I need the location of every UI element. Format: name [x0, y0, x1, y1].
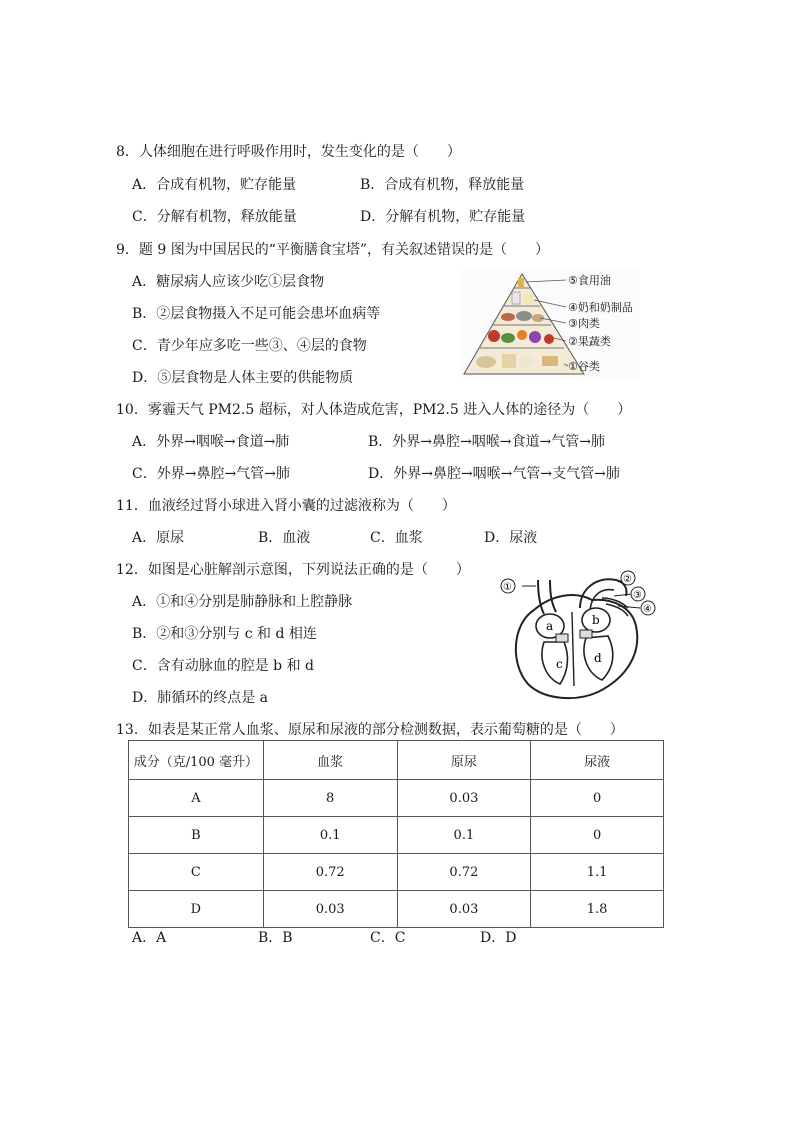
table-cell: 8 — [263, 780, 397, 817]
q13-option-b: B．B — [258, 930, 293, 946]
table-cell: 0 — [531, 780, 664, 817]
table-cell: 0.72 — [397, 854, 531, 891]
q11-option-c: C．血浆 — [370, 530, 423, 546]
q10-stem: 10．雾霾天气 PM2.5 超标，对人体造成危害，PM2.5 进入人体的途径为（ ） — [116, 402, 632, 418]
q12-option-c: C．含有动脉血的腔是 b 和 d — [132, 658, 314, 674]
table-header-row — [129, 741, 664, 780]
table-row — [129, 780, 664, 817]
q12-option-a: A．①和④分别是肺静脉和上腔静脉 — [132, 594, 353, 610]
pyramid-label-1: ①谷类 — [568, 360, 600, 373]
table-cell: 0.1 — [397, 817, 531, 854]
food-pyramid-figure — [460, 270, 640, 378]
q8-option-c: C．分解有机物，释放能量 — [132, 209, 297, 225]
table-cell: 0.03 — [263, 891, 397, 928]
q9-option-c: C．青少年应多吃一些③、④层的食物 — [132, 338, 367, 354]
table-cell: 0 — [531, 817, 664, 854]
q13-option-d: D．D — [480, 930, 517, 946]
q9-option-b: B．②层食物摄入不足可能会患坏血病等 — [132, 306, 381, 322]
heart-diagram-drawing — [494, 568, 664, 704]
pyramid-label-4: ④奶和奶制品 — [568, 301, 633, 314]
q10-option-c: C．外界→鼻腔→气管→肺 — [132, 466, 290, 482]
heart-diagram-figure — [494, 568, 664, 704]
q12-option-b: B．②和③分别与 c 和 d 相连 — [132, 626, 317, 642]
table-cell: 0.03 — [397, 780, 531, 817]
table-header-urine: 尿液 — [531, 741, 664, 780]
q13-option-a: A．A — [132, 930, 167, 946]
q9-stem: 9．题 9 图为中国居民的“平衡膳食宝塔”，有关叙述错误的是（ ） — [116, 242, 550, 258]
q11-option-d: D．尿液 — [484, 530, 538, 546]
table-cell: 0.03 — [397, 891, 531, 928]
table-cell: A — [129, 780, 264, 817]
q10-option-a: A．外界→咽喉→食道→肺 — [132, 434, 290, 450]
heart-label-4: ④ — [643, 604, 652, 615]
q11-option-b: B．血液 — [258, 530, 311, 546]
table-row — [129, 854, 664, 891]
table-cell: 1.8 — [531, 891, 664, 928]
table-row — [129, 891, 664, 928]
q13-stem: 13．如表是某正常人血浆、原尿和尿液的部分检测数据，表示葡萄糖的是（ ） — [116, 722, 624, 738]
heart-label-2: ② — [623, 574, 632, 585]
table-cell: C — [129, 854, 264, 891]
table-row — [129, 817, 664, 854]
heart-label-1: ① — [503, 582, 512, 593]
table-header-plasma: 血浆 — [263, 741, 397, 780]
q9-option-d: D．⑤层食物是人体主要的供能物质 — [132, 370, 354, 386]
table-cell: B — [129, 817, 264, 854]
table-cell: 0.1 — [263, 817, 397, 854]
heart-label-d: d — [594, 651, 602, 665]
pyramid-label-2: ②果蔬类 — [568, 335, 611, 348]
heart-label-c: c — [556, 657, 563, 671]
q8-option-b: B．合成有机物，释放能量 — [360, 177, 525, 193]
q13-data-table — [128, 740, 664, 928]
table-cell: 1.1 — [531, 854, 664, 891]
heart-label-b: b — [592, 613, 600, 627]
q9-option-a: A．糖尿病人应该少吃①层食物 — [132, 274, 325, 290]
table-header-component: 成分（克/100 毫升） — [129, 741, 264, 780]
heart-label-3: ③ — [633, 590, 642, 601]
q8-option-a: A．合成有机物，贮存能量 — [132, 177, 297, 193]
q10-option-b: B．外界→鼻腔→咽喉→食道→气管→肺 — [368, 434, 605, 450]
q8-option-d: D．分解有机物，贮存能量 — [360, 209, 526, 225]
q10-option-d: D．外界→鼻腔→咽喉→气管→支气管→肺 — [368, 466, 620, 482]
q13-option-c: C．C — [370, 930, 406, 946]
q12-stem: 12．如图是心脏解剖示意图，下列说法正确的是（ ） — [116, 562, 470, 578]
q11-stem: 11．血液经过肾小球进入肾小囊的过滤液称为（ ） — [116, 498, 456, 514]
heart-label-a: a — [546, 619, 554, 633]
pyramid-label-5: ⑤食用油 — [568, 274, 611, 287]
table-cell: D — [129, 891, 264, 928]
q12-option-d: D．肺循环的终点是 a — [132, 690, 269, 706]
q11-option-a: A．原尿 — [132, 530, 185, 546]
table-header-primary-urine: 原尿 — [397, 741, 531, 780]
table-cell: 0.72 — [263, 854, 397, 891]
q8-stem: 8．人体细胞在进行呼吸作用时，发生变化的是（ ） — [116, 144, 461, 160]
pyramid-label-3: ③肉类 — [568, 317, 600, 330]
food-pyramid-drawing — [460, 270, 640, 378]
